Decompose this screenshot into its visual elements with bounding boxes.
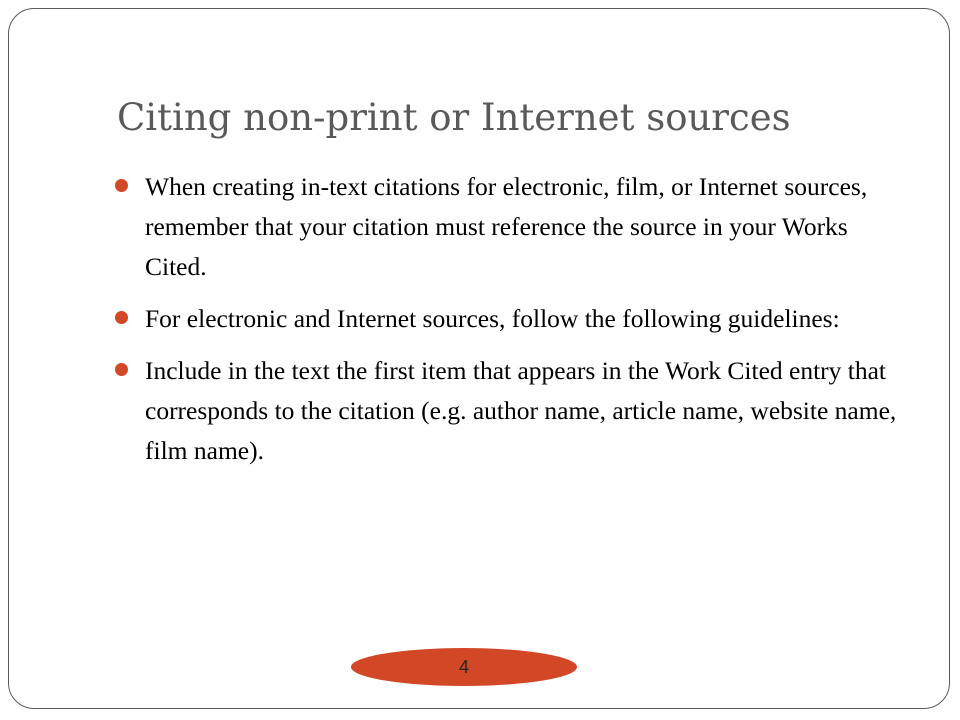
bullet-item (113, 351, 903, 471)
slide-frame (8, 8, 950, 709)
slide-title: Citing non-print or Internet sources (117, 96, 791, 139)
bullet-item (113, 167, 903, 287)
page-number-badge (351, 648, 577, 686)
bullet-dot-icon (115, 363, 128, 376)
bullet-item (113, 299, 903, 339)
bullet-dot-icon (115, 311, 128, 324)
bullet-text: Include in the text the first item that appears in the Work Cited entry that corresponds to the citation (e.g. author name, article name, website name, film name). (145, 356, 897, 465)
bullet-list (113, 167, 903, 483)
bullet-text: For electronic and Internet sources, follow the following guidelines: (145, 304, 840, 333)
page-number: 4 (458, 657, 469, 677)
bullet-dot-icon (115, 179, 128, 192)
bullet-text: When creating in-text citations for electronic, film, or Internet sources, remember that your citation must reference the source in your Works Cited. (145, 172, 868, 281)
